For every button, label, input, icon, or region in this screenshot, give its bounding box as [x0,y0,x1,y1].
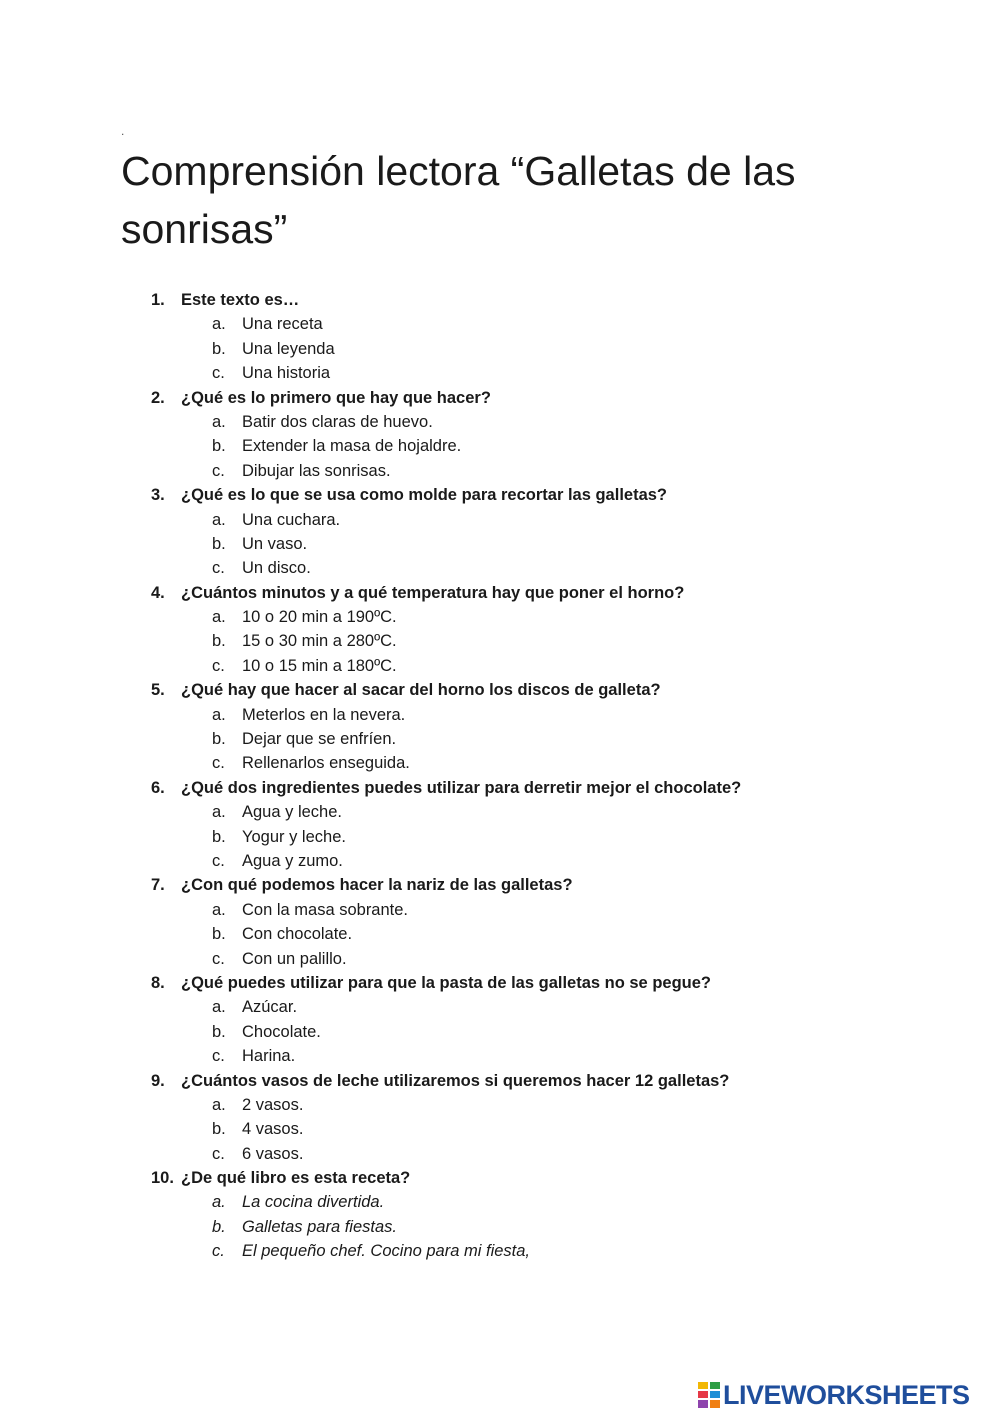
option-letter: c. [212,461,225,480]
question-8 [0,971,1000,1069]
option-letter: c. [212,559,225,578]
question-7 [0,873,1000,971]
option-text: Dejar que se enfríen. [242,730,397,749]
liveworksheets-logo-icon [698,1382,720,1408]
option-c[interactable] [0,1239,1000,1263]
option-text: Agua y zumo. [242,851,343,870]
option-letter: a. [212,315,226,334]
option-a[interactable] [0,898,1000,922]
option-letter: a. [212,900,226,919]
option-letter: b. [212,1120,226,1139]
option-text: 6 vasos. [242,1144,304,1163]
page-title: Comprensión lectora “Galletas de las sonrisas” [121,148,796,252]
option-c[interactable] [0,654,1000,678]
question-number: 6. [151,778,165,797]
question-9 [0,1069,1000,1167]
option-text: Chocolate. [242,1022,321,1041]
option-a[interactable] [0,1093,1000,1117]
question-4 [0,581,1000,679]
option-a[interactable] [0,800,1000,824]
option-a[interactable] [0,410,1000,434]
option-c[interactable] [0,947,1000,971]
option-letter: c. [212,949,225,968]
question-text: ¿Qué dos ingredientes puedes utilizar para derretir mejor el chocolate? [181,778,742,797]
option-text: Agua y leche. [242,803,342,822]
option-c[interactable] [0,459,1000,483]
question-5 [0,678,1000,776]
option-b[interactable] [0,1117,1000,1141]
option-text: Yogur y leche. [242,827,346,846]
option-text: Azúcar. [242,998,298,1017]
question-text: Este texto es… [181,291,300,309]
question-text: ¿Qué es lo que se usa como molde para recortar las galletas? [181,486,668,505]
option-text: Un disco. [242,559,311,578]
question-2 [0,386,1000,484]
option-text: 10 o 20 min a 190ºC. [242,608,397,627]
option-letter: a. [212,1095,226,1114]
option-text: 15 o 30 min a 280ºC. [242,632,397,651]
option-text: Galletas para fiestas. [242,1217,397,1236]
question-number: 5. [151,681,165,700]
option-letter: a. [212,1193,226,1212]
option-letter: a. [212,412,226,431]
option-text: Dibujar las sonrisas. [242,461,391,480]
stray-dot: . [121,124,125,138]
option-a[interactable] [0,995,1000,1019]
option-letter: b. [212,827,226,846]
option-letter: a. [212,803,226,822]
question-6 [0,776,1000,874]
option-c[interactable] [0,751,1000,775]
option-letter: a. [212,510,226,529]
option-letter: b. [212,339,226,358]
option-letter: c. [212,656,225,675]
option-text: Un vaso. [242,534,308,553]
question-3 [0,483,1000,581]
option-letter: a. [212,608,226,627]
option-c[interactable] [0,1142,1000,1166]
question-number: 4. [151,583,165,602]
question-text: ¿Qué hay que hacer al sacar del horno los discos de galleta? [181,681,661,700]
option-text: Una leyenda [242,339,335,358]
option-text: Con la masa sobrante. [242,900,409,919]
question-text: ¿Qué es lo primero que hay que hacer? [181,388,491,407]
option-text: 10 o 15 min a 180ºC. [242,656,397,675]
liveworksheets-logo [698,1378,970,1412]
option-text: Batir dos claras de huevo. [242,412,433,431]
question-text: ¿Con qué podemos hacer la nariz de las galletas? [181,876,573,895]
option-text: 2 vasos. [242,1095,304,1114]
question-number: 1. [151,291,165,309]
question-number: 7. [151,876,165,895]
option-b[interactable] [0,337,1000,361]
option-letter: c. [212,754,225,773]
question-text: ¿Cuántos minutos y a qué temperatura hay que poner el horno? [181,583,685,602]
question-number: 9. [151,1071,165,1090]
option-letter: b. [212,1022,226,1041]
option-b[interactable] [0,727,1000,751]
option-b[interactable] [0,532,1000,556]
option-text: Extender la masa de hojaldre. [242,437,462,456]
option-text: Una receta [242,315,323,334]
option-b[interactable] [0,434,1000,458]
option-letter: c. [212,1047,225,1066]
option-b[interactable] [0,1215,1000,1239]
option-text: Con un palillo. [242,949,347,968]
option-letter: a. [212,998,226,1017]
option-a[interactable] [0,1190,1000,1214]
option-letter: b. [212,730,226,749]
option-text: Harina. [242,1047,296,1066]
question-list [0,288,1000,1264]
option-b[interactable] [0,629,1000,653]
option-letter: a. [212,705,226,724]
option-text: 4 vasos. [242,1120,304,1139]
option-text: El pequeño chef. Cocino para mi fiesta, [242,1242,531,1261]
question-text: ¿Cuántos vasos de leche utilizaremos si queremos hacer 12 galletas? [181,1071,730,1090]
question-number: 3. [151,486,165,505]
question-number: 8. [151,973,165,992]
option-text: Una cuchara. [242,510,341,529]
option-letter: b. [212,437,226,456]
option-a[interactable] [0,508,1000,532]
option-a[interactable] [0,312,1000,336]
question-text: ¿De qué libro es esta receta? [181,1169,411,1188]
option-letter: b. [212,1217,226,1236]
option-text: Meterlos en la nevera. [242,705,406,724]
option-letter: b. [212,925,226,944]
logo-text: LIVEWORKSHEETS [723,1379,970,1410]
option-letter: b. [212,632,226,651]
option-b[interactable] [0,825,1000,849]
question-text: ¿Qué puedes utilizar para que la pasta de las galletas no se pegue? [181,973,711,992]
option-letter: c. [212,1242,225,1261]
option-text: La cocina divertida. [242,1193,385,1212]
option-text: Una historia [242,364,331,383]
option-a[interactable] [0,703,1000,727]
option-letter: c. [212,851,225,870]
option-text: Rellenarlos enseguida. [242,754,410,773]
option-letter: b. [212,534,226,553]
question-number: 10. [151,1169,174,1188]
option-c[interactable] [0,1044,1000,1068]
option-b[interactable] [0,922,1000,946]
option-a[interactable] [0,605,1000,629]
option-c[interactable] [0,361,1000,385]
option-letter: c. [212,1144,225,1163]
question-number: 2. [151,388,165,407]
question-1 [0,288,1000,386]
option-c[interactable] [0,556,1000,580]
option-text: Con chocolate. [242,925,353,944]
option-c[interactable] [0,849,1000,873]
question-10 [0,1166,1000,1264]
option-letter: c. [212,364,225,383]
option-b[interactable] [0,1020,1000,1044]
